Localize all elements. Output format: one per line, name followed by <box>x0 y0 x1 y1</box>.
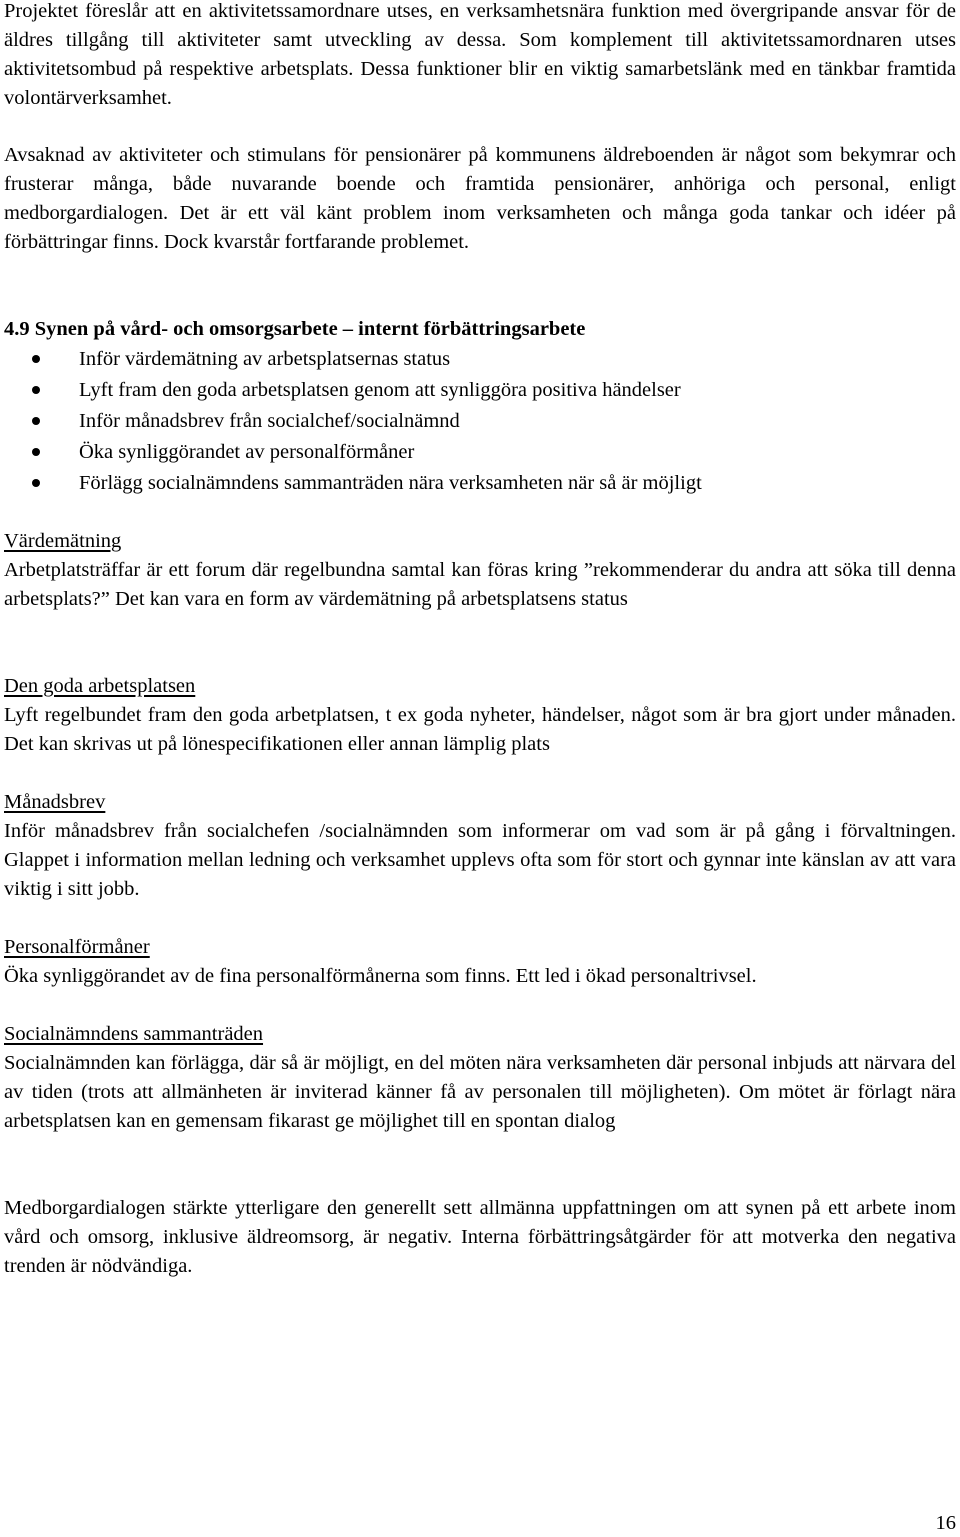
closing-paragraph: Medborgardialogen stärkte ytterligare den generellt sett allmänna uppfattningen om att synen på ett arbete inom vård och omsorg, inklusive äldreomsorg, är negativ. Interna förbättringsåtgärder för att motverka den negativa trenden är nödvändiga. <box>4 1197 956 1277</box>
bullet-text: Inför värdemätning av arbetsplatsernas status <box>79 348 451 370</box>
bullet-list <box>4 344 956 499</box>
bullet-text: Lyft fram den goda arbetsplatsen genom att synliggöra positiva händelser <box>79 379 681 401</box>
intro-paragraph: Projektet föreslår att en aktivitetssamordnare utses, en verksamhetsnära funktion med övergripande ansvar för de äldres tillgång till aktiviteter samt utveckling av dessa. Som komplement till aktivitetssamordnaren utses aktivitetsombud på respektive arbetsplats. Dessa funktioner blir en viktig samarbetslänk med en tänkbar framtida volontärverksamhet. <box>4 0 956 109</box>
subsection-heading: Socialnämndens sammanträden <box>4 1023 264 1045</box>
subsection-text: Öka synliggörandet av de fina personalförmånerna som finns. Ett led i ökad personaltrivsel. <box>4 965 757 987</box>
subsection-sammantraden <box>4 1020 956 1136</box>
subsection-manadsbrev <box>4 788 956 904</box>
bullet-item <box>4 406 956 437</box>
bullet-text: Öka synliggörandet av personalförmåner <box>79 441 415 463</box>
intro-block <box>4 0 956 113</box>
subsection-personalformaner <box>4 933 956 991</box>
activities-paragraph: Avsaknad av aktiviteter och stimulans för pensionärer på kommunens äldreboenden är något som bekymrar och frusterar många, både nuvarande boende och framtida pensionärer, anhöriga och personal, enligt medborgardialogen. Det är ett väl känt problem inom verksamheten och många goda tankar och idéer på förbättringar finns. Dock kvarstår fortfarande problemet. <box>4 144 956 253</box>
bullet-icon <box>32 417 40 425</box>
subsection-vardematning <box>4 527 956 614</box>
section-heading: 4.9 Synen på vård- och omsorgsarbete – internt förbättringsarbete <box>4 318 586 340</box>
subsection-text: Socialnämnden kan förlägga, där så är möjligt, en del möten nära verksamheten där personal inbjuds att närvara del av tiden (trots att allmänheten är inviterad känner få av personalen till möjligheten). Om mötet är förlagt nära arbetsplatsen kan en gemensam fikarast ge möjlighet till en spontan dialog <box>4 1052 956 1132</box>
subsection-heading: Månadsbrev <box>4 791 106 813</box>
section-4-9 <box>4 315 956 499</box>
bullet-text: Förlägg socialnämndens sammanträden nära verksamheten när så är möjligt <box>79 472 702 494</box>
bullet-icon <box>32 386 40 394</box>
subsection-goda-arbetsplatsen <box>4 672 956 759</box>
subsection-heading: Den goda arbetsplatsen <box>4 675 196 697</box>
page-number: 16 <box>935 1512 956 1534</box>
bullet-icon <box>32 355 40 363</box>
activities-block <box>4 141 956 257</box>
bullet-text: Inför månadsbrev från socialchef/socialnämnd <box>79 410 460 432</box>
bullet-item <box>4 344 956 375</box>
closing-block <box>4 1194 956 1281</box>
bullet-item <box>4 375 956 406</box>
bullet-icon <box>32 448 40 456</box>
subsection-heading: Personalförmåner <box>4 936 150 958</box>
subsection-heading: Värdemätning <box>4 530 122 552</box>
subsection-text: Lyft regelbundet fram den goda arbetplatsen, t ex goda nyheter, händelser, något som är bra gjort under månaden. Det kan skrivas ut på lönespecifikationen eller annan lämplig plats <box>4 704 956 755</box>
bullet-icon <box>32 479 40 487</box>
bullet-item <box>4 437 956 468</box>
subsection-text: Arbetplatsträffar är ett forum där regelbundna samtal kan föras kring ”rekommenderar du andra att söka till denna arbetsplats?” Det kan vara en form av värdemätning på arbetsplatsens status <box>4 559 956 610</box>
bullet-item <box>4 468 956 499</box>
subsection-text: Inför månadsbrev från socialchefen /socialnämnden som informerar om vad som är på gång i förvaltningen. Glappet i information mellan ledning och verksamhet upplevs ofta som för stort och gynnar inte känslan av att vara viktig i sitt jobb. <box>4 820 956 900</box>
